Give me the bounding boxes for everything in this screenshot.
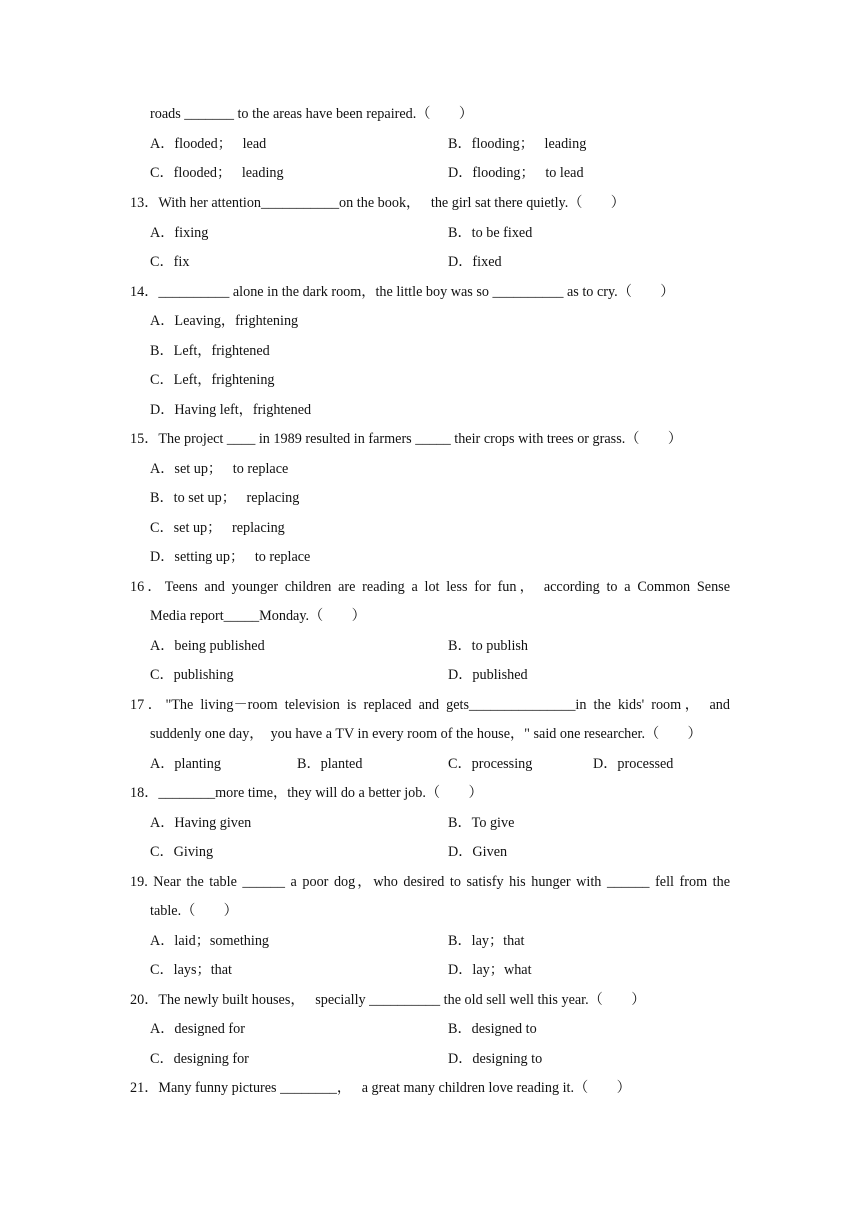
q13-option-a: A．fixing <box>150 225 209 241</box>
q17-option-c: C．processing <box>448 756 533 772</box>
q13-option-d: D．fixed <box>448 254 502 270</box>
q14-option-d: D．Having left，frightened <box>150 402 312 418</box>
q20-option-d: D．designing to <box>448 1051 543 1067</box>
q14-option-b: B．Left，frightened <box>150 343 270 359</box>
q16-option-d: D．published <box>448 667 528 683</box>
q14-option-a: A．Leaving，frightening <box>150 313 299 329</box>
q20-option-b: B．designed to <box>448 1021 537 1037</box>
q12-option-b: B．flooding； leading <box>448 136 587 152</box>
q19-option-b: B．lay；that <box>448 933 525 949</box>
question-16: 16．Teens and younger children are reading a lot less for fun， according to a Common Sense <box>130 579 730 595</box>
q16-option-a: A．being published <box>150 638 265 654</box>
question-19-continuation: table.（ ） <box>150 903 238 919</box>
q13-option-b: B．to be fixed <box>448 225 533 241</box>
q15-option-a: A．set up； to replace <box>150 461 289 477</box>
q17-option-a: A．planting <box>150 756 221 772</box>
q18-option-c: C．Giving <box>150 844 214 860</box>
q13-option-c: C．fix <box>150 254 190 270</box>
q12-option-d: D．flooding； to lead <box>448 165 584 181</box>
q17-option-d: D．processed <box>593 756 674 772</box>
q12-option-a: A．flooded； lead <box>150 136 267 152</box>
q19-option-d: D．lay；what <box>448 962 532 978</box>
question-19: 19. Near the table ______ a poor dog，who desired to satisfy his hunger with ______ fell from the <box>130 874 730 890</box>
question-13: 13．With her attention___________on the book， the girl sat there quietly.（ ） <box>130 195 625 211</box>
question-17: 17．"The living－room television is replaced and gets_______________in the kids' room， and <box>130 697 730 713</box>
q16-option-b: B．to publish <box>448 638 529 654</box>
q12-option-c: C．flooded； leading <box>150 165 284 181</box>
q15-option-c: C．set up； replacing <box>150 520 285 536</box>
q14-option-c: C．Left，frightening <box>150 372 275 388</box>
q18-option-d: D．Given <box>448 844 508 860</box>
q18-option-b: B．To give <box>448 815 515 831</box>
question-14: 14．__________ alone in the dark room，the little boy was so __________ as to cry.（ ） <box>130 284 675 300</box>
q15-option-b: B．to set up； replacing <box>150 490 300 506</box>
q19-option-a: A．laid；something <box>150 933 270 949</box>
q17-option-b: B．planted <box>297 756 363 772</box>
q19-option-c: C．lays；that <box>150 962 232 978</box>
question-16-continuation: Media report_____Monday.（ ） <box>150 608 366 624</box>
question-12-continuation: roads _______ to the areas have been repaired.（ ） <box>150 106 474 122</box>
question-21: 21．Many funny pictures ________， a great many children love reading it.（ ） <box>130 1080 631 1096</box>
q15-option-d: D．setting up； to replace <box>150 549 311 565</box>
q20-option-a: A．designed for <box>150 1021 245 1037</box>
question-20: 20．The newly built houses， specially __________ the old sell well this year.（ ） <box>130 992 646 1008</box>
question-18: 18．________more time，they will do a better job.（ ） <box>130 785 483 801</box>
question-17-continuation: suddenly one day， you have a TV in every room of the house，" said one researcher.（ ） <box>150 726 702 742</box>
q16-option-c: C．publishing <box>150 667 234 683</box>
q20-option-c: C．designing for <box>150 1051 249 1067</box>
question-15: 15．The project ____ in 1989 resulted in farmers _____ their crops with trees or grass.（ ） <box>130 431 683 447</box>
q18-option-a: A．Having given <box>150 815 252 831</box>
